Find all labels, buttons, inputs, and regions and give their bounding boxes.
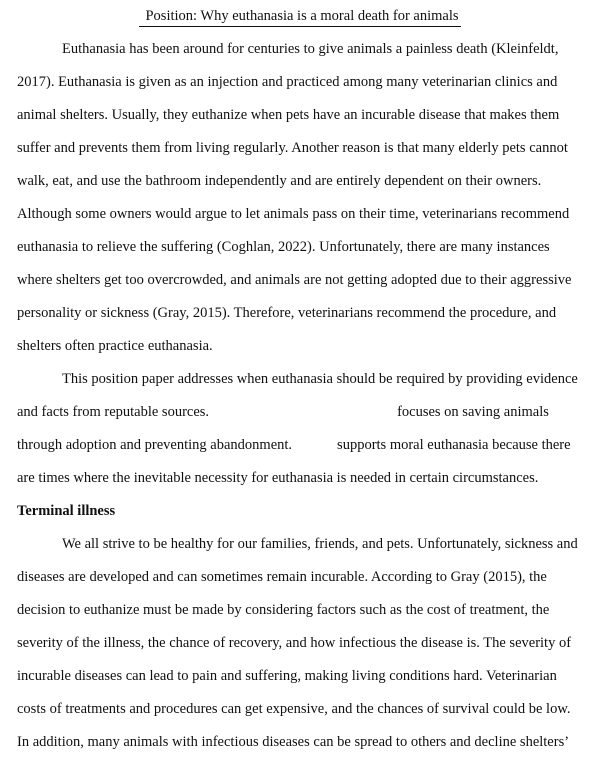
text-line: severity of the illness, the chance of recovery, and how infectious the disease is. The severity of — [17, 635, 572, 651]
redacted-text-gap — [292, 448, 337, 449]
text-line: incurable diseases can lead to pain and suffering, making living conditions hard. Veterinarian — [17, 668, 557, 684]
text-line: In addition, many animals with infectious diseases can be spread to others and decline shelters’ — [17, 734, 570, 750]
text-line: Although some owners would argue to let animals pass on their time, veterinarians recommend — [17, 206, 570, 222]
text-line: costs of treatments and procedures can get expensive, and the chances of survival could be low. — [17, 701, 571, 717]
text-line: animal shelters. Usually, they euthanize when pets have an incurable disease that makes them — [17, 107, 560, 123]
text-line: euthanasia to relieve the suffering (Coghlan, 2022). Unfortunately, there are many instances — [17, 239, 550, 255]
text-line: personality or sickness (Gray, 2015). Therefore, veterinarians recommend the procedure, and — [17, 305, 557, 321]
section-heading: Terminal illness — [17, 503, 116, 519]
redacted-text-gap — [209, 415, 397, 416]
document-title — [17, 0, 583, 33]
text-segment: and facts from reputable sources. — [17, 404, 210, 420]
text-line: 2017). Euthanasia is given as an injection and practiced among many veterinarian clinics and — [17, 74, 558, 90]
text-line: decision to euthanize must be made by considering factors such as the cost of treatment, the — [17, 602, 550, 618]
text-line: walk, eat, and use the bathroom independently and are entirely dependent on their owners. — [17, 173, 542, 189]
text-segment: supports moral euthanasia because there — [337, 437, 571, 453]
document-title-text: Position: Why euthanasia is a moral death for animals — [139, 7, 460, 27]
text-line: We all strive to be healthy for our families, friends, and pets. Unfortunately, sickness and — [62, 536, 578, 552]
text-segment: focuses on saving animals — [397, 404, 549, 420]
text-line — [17, 396, 583, 429]
text-line: are times where the inevitable necessity for euthanasia is needed in certain circumstances. — [17, 470, 539, 486]
text-line: diseases are developed and can sometimes remain incurable. According to Gray (2015), the — [17, 569, 547, 585]
text-line: where shelters get too overcrowded, and animals are not getting adopted due to their aggressive — [17, 272, 572, 288]
document-body — [17, 33, 583, 759]
text-line: This position paper addresses when euthanasia should be required by providing evidence — [62, 371, 578, 387]
text-line: Euthanasia has been around for centuries to give animals a painless death (Kleinfeldt, — [62, 41, 559, 57]
text-segment: through adoption and preventing abandonment. — [17, 437, 293, 453]
text-line: suffer and prevents them from living regularly. Another reason is that many elderly pets cannot — [17, 140, 568, 156]
text-line — [17, 429, 583, 462]
text-line: shelters often practice euthanasia. — [17, 338, 213, 354]
